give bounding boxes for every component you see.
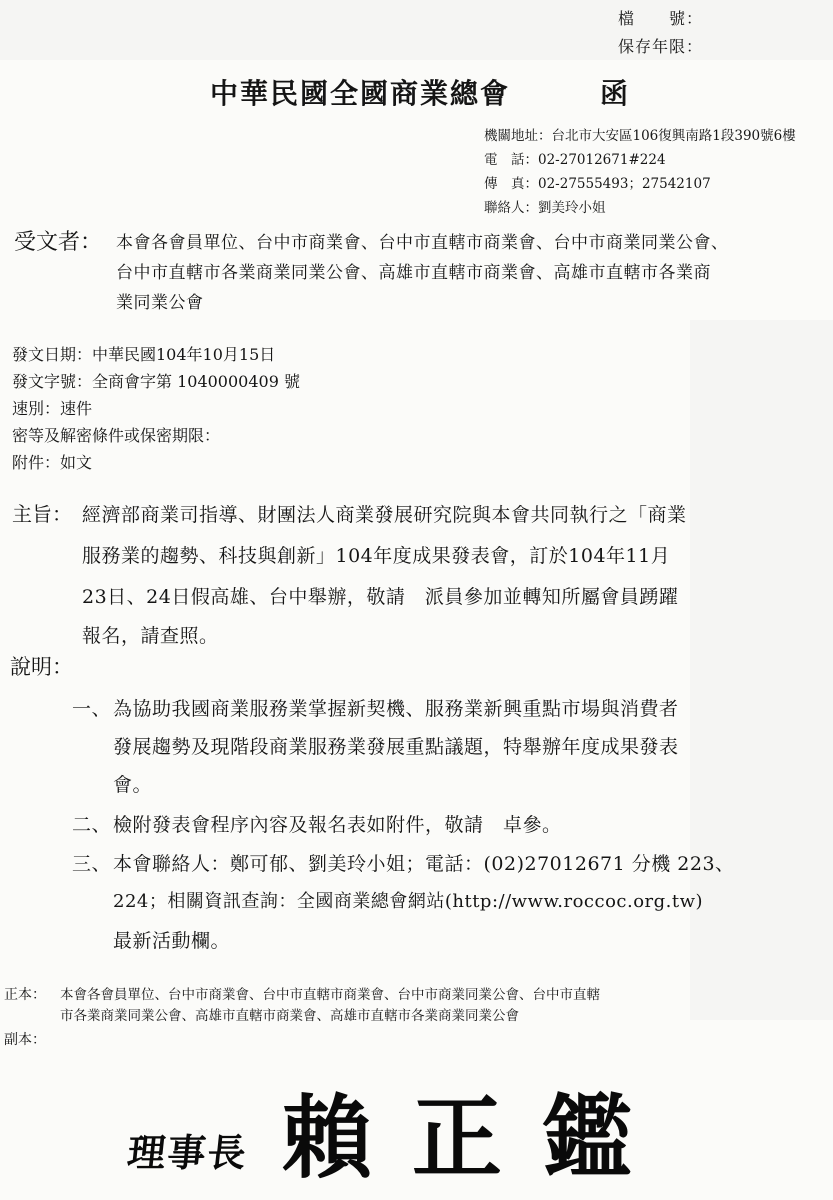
org-info [484, 126, 796, 218]
original-recipients-label: 正本： [4, 987, 46, 1003]
recipient-line: 本會各會員單位、台中市商業會、台中市直轄市商業會、台中市商業同業公會、 [116, 233, 729, 253]
speed: 速別：速件 [12, 399, 93, 418]
explanation-item-line: 檢附發表會程序內容及報名表如附件，敬請 卓參。 [113, 814, 562, 836]
subject-line: 服務業的趨勢、科技與創新」104年度成果發表會，訂於104年11月 [82, 545, 671, 567]
signature-name: 賴正鑑 [282, 1085, 672, 1191]
org-contact: 聯絡人：劉美玲小姐 [484, 200, 606, 216]
explanation-item-line: 發展趨勢及現階段商業服務業發展重點議題，特舉辦年度成果發表 [113, 736, 679, 758]
explanation-label: 說明： [10, 655, 73, 679]
explanation-item-line: 224；相關資訊查詢：全國商業總會網站(http://www.roccoc.org.tw) [113, 891, 704, 912]
signature-title: 理事長 [125, 1130, 251, 1175]
explanation-item-marker: 三、 [72, 853, 112, 875]
explanation-item-line: 為協助我國商業服務業掌握新契機、服務業新興重點市場與消費者 [113, 698, 679, 720]
explanation-item-line: 本會聯絡人：鄭可郁、劉美玲小姐；電話：(02)27012671 分機 223、 [113, 853, 735, 875]
subject-line: 經濟部商業司指導、財團法人商業發展研究院與本會共同執行之「商業 [82, 504, 687, 526]
copy-recipients-label: 副本： [4, 1032, 46, 1048]
original-recipients-line: 市各業商業同業公會、高雄市直轄市商業會、高雄市直轄市各業商業同業公會 [60, 1008, 519, 1024]
retention-period-label: 保存年限： [618, 37, 704, 56]
explanation-item-marker: 一、 [72, 698, 112, 720]
explanation-item-line: 會。 [113, 774, 153, 796]
org-fax: 傳 真：02-27555493；27542107 [484, 176, 711, 192]
issue-date: 發文日期：中華民國104年10月15日 [12, 345, 276, 364]
original-recipients-line: 本會各會員單位、台中市商業會、台中市直轄市商業會、台中市商業同業公會、台中市直轄 [60, 987, 600, 1003]
subject-label: 主旨： [12, 502, 72, 526]
recipient-label: 受文者： [14, 230, 103, 255]
document-kind: 函 [600, 77, 631, 110]
scan-shadow [0, 0, 833, 60]
scan-shadow [690, 320, 833, 1020]
doc-info [12, 344, 300, 479]
document-title: 中華民國全國商業總會 [210, 77, 511, 110]
secrecy: 密等及解密條件或保密期限： [12, 426, 221, 445]
org-address: 機關地址：台北市大安區106復興南路1段390號6樓 [484, 128, 796, 144]
recipient-line: 台中市直轄市各業商業同業公會、高雄市直轄市商業會、高雄市直轄市各業商 [116, 263, 711, 283]
explanation-item-line: 最新活動欄。 [113, 930, 231, 952]
issue-number: 發文字號：全商會字第 1040000409 號 [12, 372, 300, 391]
explanation-item-marker: 二、 [72, 814, 112, 836]
org-phone: 電 話：02-27012671#224 [484, 152, 666, 168]
attachment: 附件：如文 [12, 453, 93, 472]
subject-line: 報名，請查照。 [82, 625, 219, 647]
recipient-line: 業同業公會 [116, 293, 204, 313]
subject-line: 23日、24日假高雄、台中舉辦，敬請 派員參加並轉知所屬會員踴躍 [82, 586, 679, 608]
file-number-label: 檔 號： [618, 9, 704, 28]
